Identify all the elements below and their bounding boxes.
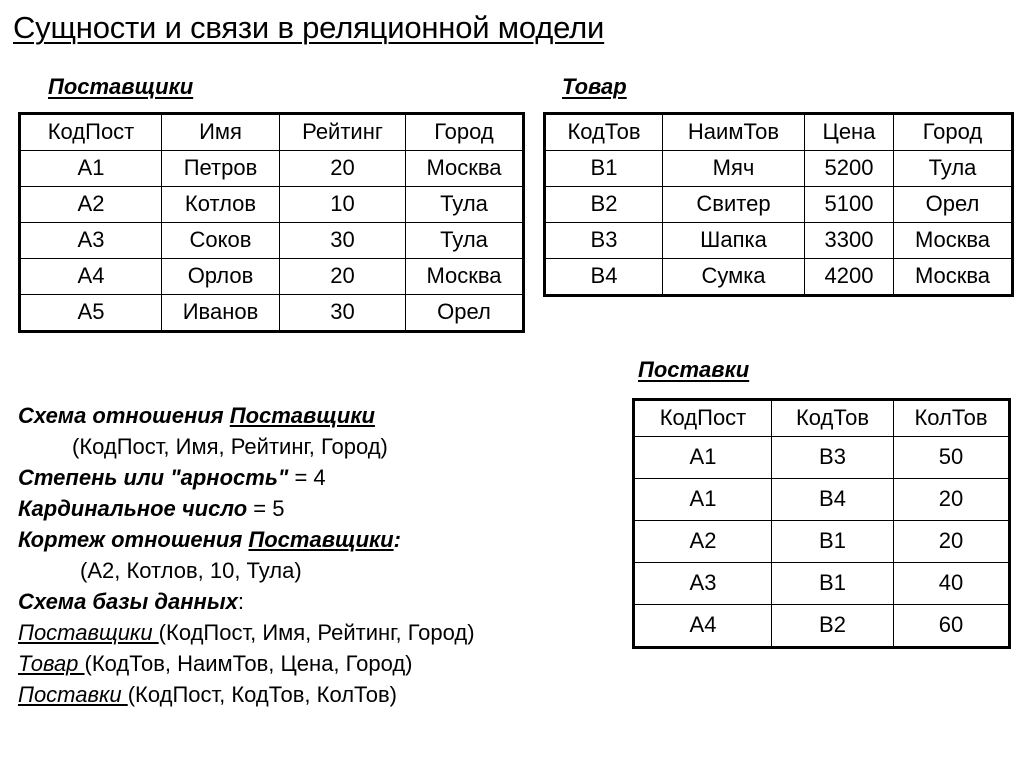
note-colon: : xyxy=(393,527,401,552)
table-cell: Тула xyxy=(894,151,1013,187)
column-header: КодТов xyxy=(545,114,663,151)
table-cell: Шапка xyxy=(663,223,805,259)
table-row xyxy=(20,151,524,187)
table-cell: A2 xyxy=(20,187,162,223)
table-cell: Соков xyxy=(162,223,280,259)
table-cell: Москва xyxy=(894,259,1013,296)
column-header: КодПост xyxy=(20,114,162,151)
note-db-schema xyxy=(18,586,578,617)
table-cell: 50 xyxy=(894,437,1010,479)
table-cell: Орлов xyxy=(162,259,280,295)
table-row xyxy=(545,223,1013,259)
table-row xyxy=(20,187,524,223)
table-cell: A1 xyxy=(634,437,772,479)
note-label: Кардинальное число xyxy=(18,496,248,521)
table-header-row xyxy=(545,114,1013,151)
table-cell: Петров xyxy=(162,151,280,187)
note-label: Схема базы данных xyxy=(18,589,238,614)
table-cell: Москва xyxy=(406,259,524,295)
table-cell: B1 xyxy=(772,563,894,605)
note-relation-name: Поставщики xyxy=(229,403,375,428)
table-goods xyxy=(543,112,1014,297)
table-cell: 20 xyxy=(894,521,1010,563)
table-cell: Москва xyxy=(894,223,1013,259)
table-cell: B3 xyxy=(545,223,663,259)
table-cell: Орел xyxy=(894,187,1013,223)
note-value: (КодПост, Имя, Рейтинг, Город) xyxy=(158,620,475,645)
note-relation-schema xyxy=(18,400,578,431)
table-header-row xyxy=(634,400,1010,437)
table-cell: A4 xyxy=(20,259,162,295)
table-cell: B4 xyxy=(772,479,894,521)
table-cell: Котлов xyxy=(162,187,280,223)
table-cell: 20 xyxy=(894,479,1010,521)
table-cell: Сумка xyxy=(663,259,805,296)
table-caption-goods: Товар xyxy=(562,74,627,99)
note-value: (КодПост, Имя, Рейтинг, Город) xyxy=(72,434,388,459)
table-cell: Тула xyxy=(406,187,524,223)
table-cell: A3 xyxy=(20,223,162,259)
column-header: КодТов xyxy=(772,400,894,437)
definitions-block xyxy=(18,400,578,710)
note-value: (A2, Котлов, 10, Тула) xyxy=(80,558,302,583)
table-cell: A2 xyxy=(634,521,772,563)
table-cell: 60 xyxy=(894,605,1010,648)
column-header: Цена xyxy=(805,114,894,151)
note-relation-attributes xyxy=(18,431,578,462)
column-header: Город xyxy=(406,114,524,151)
table-row xyxy=(545,151,1013,187)
table-row xyxy=(634,437,1010,479)
table-cell: A1 xyxy=(634,479,772,521)
column-header: Город xyxy=(894,114,1013,151)
table-cell: 20 xyxy=(280,259,406,295)
table-cell: Иванов xyxy=(162,295,280,332)
note-value: = 4 xyxy=(288,465,326,490)
table-cell: Орел xyxy=(406,295,524,332)
table-cell: B3 xyxy=(772,437,894,479)
table-cell: Тула xyxy=(406,223,524,259)
column-header: КолТов xyxy=(894,400,1010,437)
note-relation-name: Поставки xyxy=(18,682,128,707)
table-cell: 40 xyxy=(894,563,1010,605)
note-relation-name: Поставщики xyxy=(248,527,394,552)
table-cell: 5200 xyxy=(805,151,894,187)
table-cell: A1 xyxy=(20,151,162,187)
table-cell: B4 xyxy=(545,259,663,296)
table-cell: B1 xyxy=(545,151,663,187)
note-relation-name: Поставщики xyxy=(18,620,159,645)
table-cell: B2 xyxy=(545,187,663,223)
table-cell: 3300 xyxy=(805,223,894,259)
column-header: НаимТов xyxy=(663,114,805,151)
table-row xyxy=(634,479,1010,521)
table-cell: B2 xyxy=(772,605,894,648)
table-cell: Свитер xyxy=(663,187,805,223)
table-row xyxy=(634,563,1010,605)
note-label: Схема отношения xyxy=(18,403,230,428)
note-value: = 5 xyxy=(247,496,285,521)
note-colon: : xyxy=(237,589,244,614)
table-cell: 4200 xyxy=(805,259,894,296)
column-header: Имя xyxy=(162,114,280,151)
note-db-relation-suppliers xyxy=(18,617,578,648)
table-header-row xyxy=(20,114,524,151)
column-header: КодПост xyxy=(634,400,772,437)
table-caption-suppliers: Поставщики xyxy=(48,74,194,99)
table-row xyxy=(634,521,1010,563)
table-cell: 30 xyxy=(280,223,406,259)
table-cell: 5100 xyxy=(805,187,894,223)
note-value: (КодПост, КодТов, КолТов) xyxy=(127,682,398,707)
table-row xyxy=(20,295,524,332)
note-degree xyxy=(18,462,578,493)
note-tuple xyxy=(18,524,578,555)
table-row xyxy=(634,605,1010,648)
table-deliveries xyxy=(632,398,1011,649)
table-cell: Мяч xyxy=(663,151,805,187)
note-db-relation-goods xyxy=(18,648,578,679)
note-tuple-value xyxy=(18,555,578,586)
table-cell: Москва xyxy=(406,151,524,187)
table-row xyxy=(545,259,1013,296)
table-cell: A3 xyxy=(634,563,772,605)
table-caption-deliveries: Поставки xyxy=(638,357,750,382)
table-cell: 30 xyxy=(280,295,406,332)
column-header: Рейтинг xyxy=(280,114,406,151)
table-cell: 10 xyxy=(280,187,406,223)
table-cell: 20 xyxy=(280,151,406,187)
note-cardinality xyxy=(18,493,578,524)
table-suppliers xyxy=(18,112,525,333)
table-cell: B1 xyxy=(772,521,894,563)
table-cell: A4 xyxy=(634,605,772,648)
table-row xyxy=(20,259,524,295)
table-row xyxy=(20,223,524,259)
note-value: (КодТов, НаимТов, Цена, Город) xyxy=(84,651,413,676)
note-relation-name: Товар xyxy=(18,651,85,676)
note-label: Кортеж отношения xyxy=(18,527,249,552)
table-row xyxy=(545,187,1013,223)
table-cell: A5 xyxy=(20,295,162,332)
page-title: Сущности и связи в реляционной модели xyxy=(13,10,605,45)
note-db-relation-deliveries xyxy=(18,679,578,710)
note-label: Степень или "арность" xyxy=(18,465,289,490)
